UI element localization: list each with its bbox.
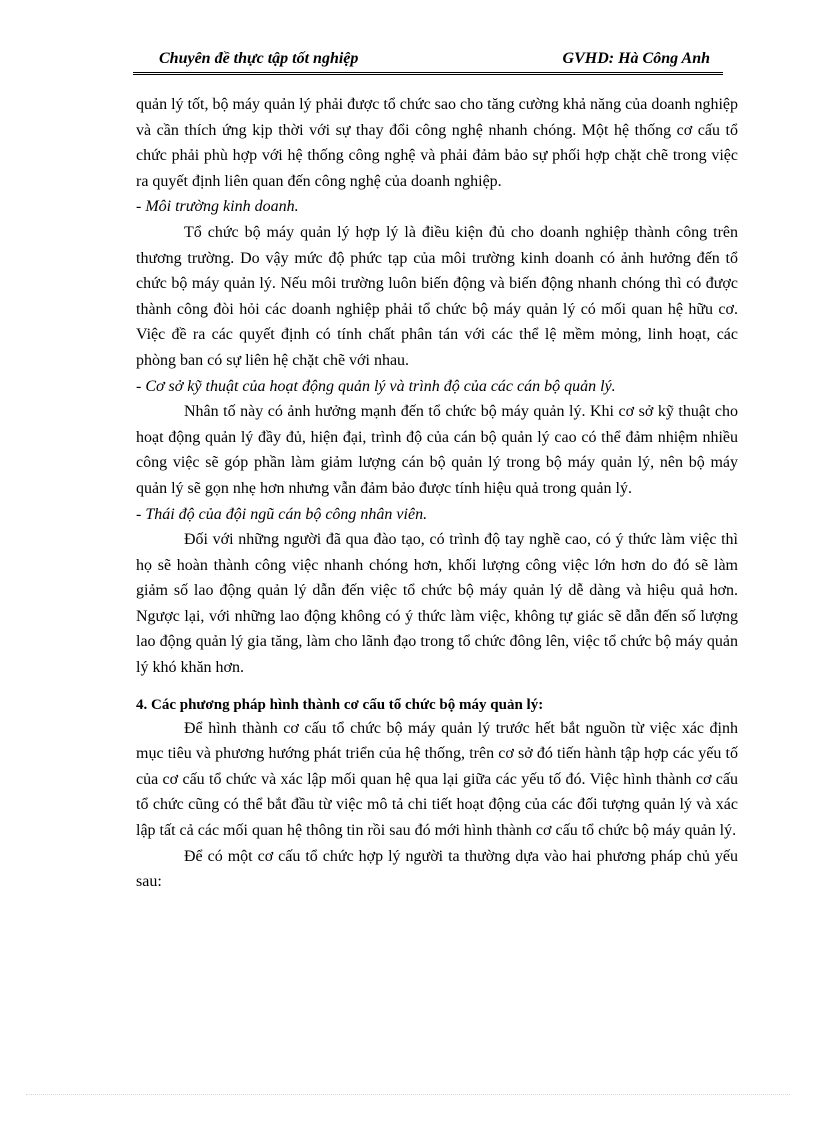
paragraph: Nhân tố này có ảnh hưởng mạnh đến tổ chức bộ máy quản lý. Khi cơ sở kỹ thuật cho hoạt động quản lý đầy đủ, hiện đại, trình độ của cán bộ quản lý cao có thể đảm nhiệm nhiều công việc sẽ góp phần làm giảm lượng cán bộ quản lý trong bộ máy quản lý, nên bộ máy quản lý sẽ gọn nhẹ hơn nhưng vẫn đảm bảo được tính hiệu quả trong quản lý. <box>136 403 738 497</box>
subheading-business-environment: - Môi trường kinh doanh. <box>136 198 299 216</box>
header-title: Chuyên đề thực tập tốt nghiệp <box>159 50 359 67</box>
paragraph: Để có một cơ cấu tổ chức hợp lý người ta thường dựa vào hai phương pháp chủ yếu sau: <box>136 847 738 891</box>
paragraph: quản lý tốt, bộ máy quản lý phải được tổ chức sao cho tăng cường khả năng của doanh nghiệp và cần thích ứng kịp thời với sự thay đổi công nghệ nhanh chóng. Một hệ thống cơ cấu tổ chức phải phù hợp với hệ thống công nghệ và phải đảm bảo sự phối hợp chặt chẽ trong việc ra quyết định liên quan đến công nghệ của doanh nghiệp. <box>136 96 738 190</box>
paragraph: Đối với những người đã qua đào tạo, có trình độ tay nghề cao, có ý thức làm việc thì họ sẽ hoàn thành công việc nhanh chóng hơn, khối lượng công việc lớn hơn do đó sẽ làm giảm số lao động quản lý dẫn đến việc tổ chức bộ máy quản lý dễ dàng và hiệu quả hơn. Ngược lại, với những lao động không có ý thức làm việc, không tự giác sẽ dẫn đến số lượng lao động quản lý gia tăng, làm cho lãnh đạo trong tổ chức đông lên, việc tổ chức bộ máy quản lý khó khăn hơn. <box>136 531 738 677</box>
subheading-staff-attitude: - Thái độ của đội ngũ cán bộ công nhân viên. <box>136 505 428 523</box>
subheading-technical-basis: - Cơ sở kỹ thuật của hoạt động quản lý và trình độ của các cán bộ quản lý. <box>136 377 616 395</box>
document-body <box>136 92 738 895</box>
section-heading: 4. Các phương pháp hình thành cơ cấu tổ chức bộ máy quản lý: <box>136 696 544 713</box>
paragraph: Tổ chức bộ máy quản lý hợp lý là điều kiện đủ cho doanh nghiệp thành công trên thương trường. Do vậy mức độ phức tạp của môi trường kinh doanh có ảnh hưởng đến tổ chức bộ máy quản lý. Nếu môi trường luôn biến động và biến động nhanh chóng thì có được thành công đòi hỏi các doanh nghiệp phải tổ chức bộ máy quản lý có mối quan hệ hữu cơ. Việc đề ra các quyết định có tính chất phân tán với các thể lệ mềm mỏng, linh hoạt, các phòng ban có sự liên hệ chặt chẽ với nhau. <box>136 223 738 369</box>
header-advisor: GVHD: Hà Công Anh <box>562 50 710 67</box>
footer-divider <box>26 1094 790 1095</box>
paragraph: Để hình thành cơ cấu tổ chức bộ máy quản lý trước hết bắt nguồn từ việc xác định mục tiêu và phương hướng phát triển của hệ thống, trên cơ sở đó tiến hành tập hợp các yếu tố của cơ cấu tổ chức và xác lập mối quan hệ qua lại giữa các yếu tố đó. Việc hình thành cơ cấu tổ chức cũng có thể bắt đầu từ việc mô tả chi tiết hoạt động của các đối tượng quản lý và xác lập tất cả các mối quan hệ thông tin rồi sau đó mới hình thành cơ cấu tổ chức bộ máy quản lý. <box>136 719 738 840</box>
page-header <box>133 44 723 75</box>
